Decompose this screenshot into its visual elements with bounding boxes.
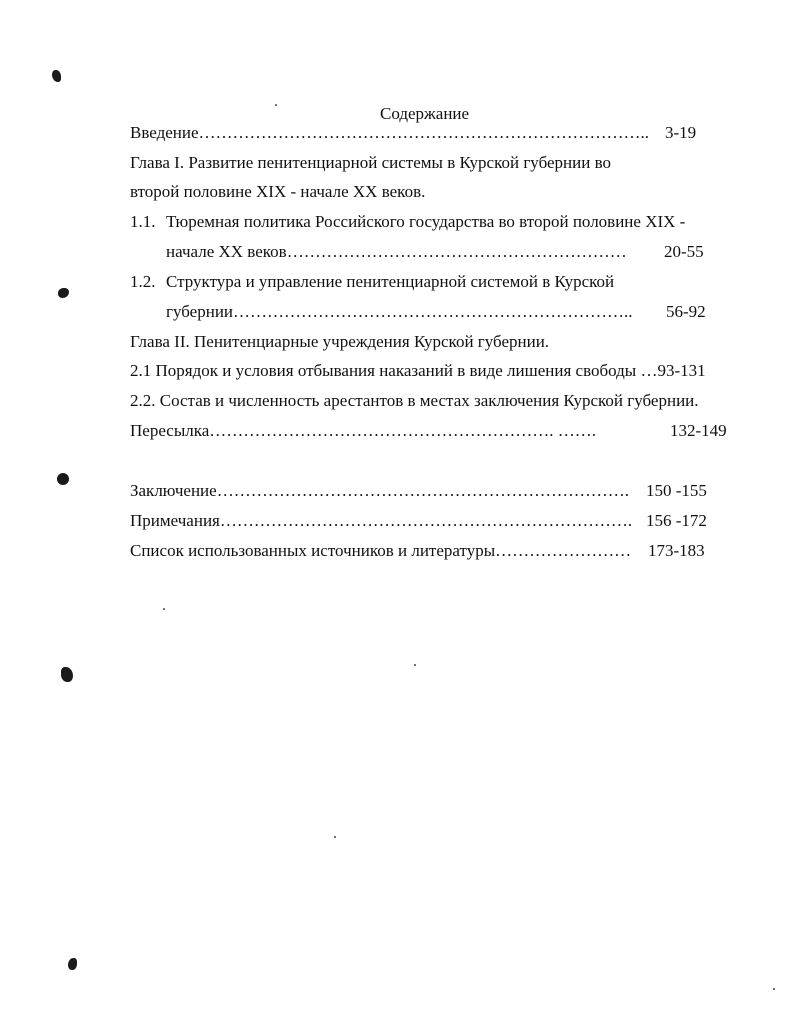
toc-section-number: 1.1. [130,212,156,231]
toc-entry-pages: 173-183 [648,541,705,560]
toc-entry-pages: 156 -172 [646,511,707,530]
toc-entry-pages: 150 -155 [646,481,707,500]
toc-section-title: Тюремная политика Российского государства во второй половине XIX - [166,212,686,231]
toc-chapter-1-line-1: Глава I. Развитие пенитенциарной системы в Курской губернии во [130,153,611,172]
page-title: Содержание [380,104,470,123]
toc-entry-label: губернии [166,302,234,321]
toc-entry-transfer [130,421,596,441]
scan-speck [773,988,775,990]
toc-section-1-2-line-1 [130,272,614,292]
toc-entry-leader: …………………………………………………… [286,242,627,261]
toc-section-number: 1.2. [130,272,156,291]
toc-entry-leader: ……………………………………………………. ……. [209,421,597,440]
toc-entry-leader: …………………… [495,541,632,560]
scan-mark-top-left [52,70,61,82]
scan-mark-left-3 [61,667,73,682]
scan-speck [334,836,336,838]
toc-entry-introduction [130,123,649,143]
toc-entry-bibliography [130,541,631,561]
toc-section-1-1-line-1 [130,212,685,232]
toc-entry-label: Список использованных источников и литературы [130,541,496,560]
scan-mark-left-1 [58,288,69,298]
toc-section-2-1: 2.1 Порядок и условия отбывания наказаний в виде лишения свободы …93-131 [130,361,706,380]
scan-speck [163,608,165,610]
scan-mark-bottom-left [68,958,77,970]
toc-section-title: Структура и управление пенитенциарной системой в Курской [166,272,615,291]
toc-entry-label: начале XX веков [166,242,287,261]
scan-mark-left-2 [57,473,69,485]
toc-section-1-1-line-2 [166,242,627,262]
toc-entry-leader: …………………………………………………………………….. [198,123,650,142]
toc-chapter-2: Глава II. Пенитенциарные учреждения Курской губернии. [130,332,550,351]
toc-entry-pages: 56-92 [666,302,706,321]
toc-entry-conclusion [130,481,629,501]
toc-entry-label: Введение [130,123,199,142]
toc-section-2-2: 2.2. Состав и численность арестантов в местах заключения Курской губернии. [130,391,699,410]
scan-speck [275,104,277,106]
toc-section-1-2-line-2 [166,302,633,322]
toc-entry-notes [130,511,632,531]
toc-entry-label: Заключение [130,481,217,500]
toc-entry-label: Пересылка [130,421,210,440]
toc-entry-leader: ………………………………………………………………. [216,481,629,500]
scan-speck [414,664,416,666]
toc-entry-label: Примечания [130,511,220,530]
toc-chapter-1-line-2: второй половине XIX - начале XX веков. [130,182,426,201]
toc-entry-pages: 20-55 [664,242,704,261]
toc-entry-pages: 3-19 [665,123,697,142]
toc-entry-leader: …………………………………………………………….. [233,302,633,321]
toc-entry-pages: 132-149 [670,421,727,440]
toc-entry-leader: ………………………………………………………………. [219,511,633,530]
